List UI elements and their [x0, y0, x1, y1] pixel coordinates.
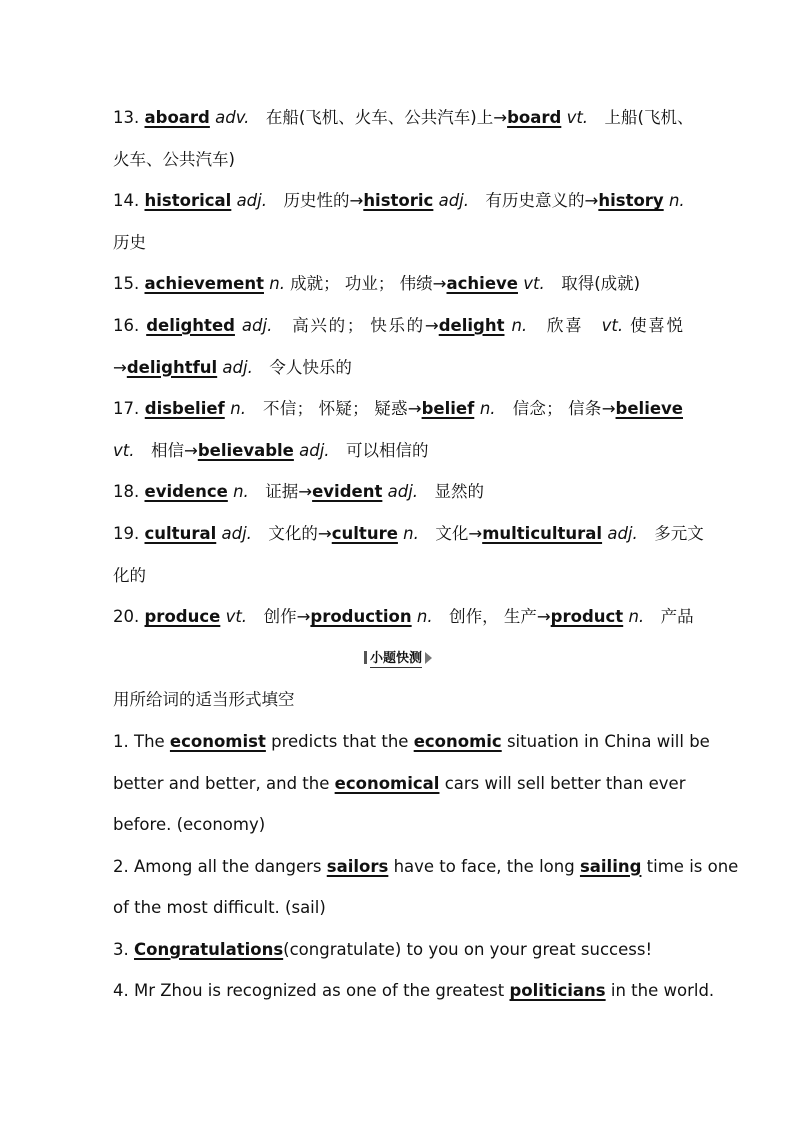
section-bar-icon	[364, 651, 367, 664]
text-segment: 1. The	[113, 731, 170, 751]
vocab-entry	[113, 263, 683, 305]
answer-word: achieve	[446, 274, 518, 294]
part-of-speech: adj.	[607, 523, 638, 543]
vocab-entry	[113, 97, 694, 180]
answer-word: produce	[144, 607, 221, 627]
part-of-speech: adj.	[222, 357, 253, 377]
answer-word: historic	[363, 191, 434, 211]
text-segment: 相信→	[134, 440, 198, 460]
text-segment: 在船(飞机、火车、公共汽车)上→	[249, 108, 508, 127]
vocab-entry	[113, 513, 704, 596]
text-segment: 18.	[113, 482, 145, 502]
answer-word: sailors	[326, 856, 389, 876]
answer-word: sailing	[579, 856, 642, 876]
vocab-entry-line	[113, 263, 683, 305]
part-of-speech: vt.	[523, 274, 545, 294]
text-segment: 20.	[113, 607, 145, 627]
text-segment: 创作， 生产→	[432, 607, 551, 627]
part-of-speech: n.	[230, 399, 246, 419]
part-of-speech: adj.	[438, 191, 470, 211]
answer-word: board	[507, 108, 562, 127]
text-segment: 可以相信的	[329, 440, 429, 460]
exercise-item	[113, 846, 739, 929]
text-segment: 历史	[113, 232, 146, 252]
vocab-entry	[113, 388, 683, 471]
text-segment: 产品	[644, 607, 694, 627]
text-segment: 显然的	[418, 482, 485, 502]
text-segment: have to face, the long	[388, 856, 580, 876]
text-segment: 成就； 功业； 伟绩→	[284, 274, 447, 294]
answer-word: product	[550, 607, 624, 627]
text-segment: 多元文	[637, 523, 704, 543]
part-of-speech: adj.	[241, 315, 273, 335]
part-of-speech: n.	[511, 315, 528, 335]
vocab-entry	[113, 471, 683, 513]
vocab-entry	[113, 305, 683, 388]
part-of-speech: vt.	[113, 440, 135, 460]
vocab-entry-line	[113, 430, 683, 472]
text-segment: 有历史意义的→	[469, 191, 599, 211]
text-segment: 上船(飞机、	[588, 108, 694, 127]
text-segment: 令人快乐的	[252, 357, 352, 377]
vocab-entry-line	[113, 513, 704, 555]
exercise-item-line	[113, 763, 686, 805]
exercise-item-line	[113, 887, 683, 929]
text-segment: 17.	[113, 399, 145, 419]
text-segment: 证据→	[248, 482, 313, 502]
vocab-entry-line	[113, 97, 694, 139]
exercise-item	[113, 721, 710, 846]
answer-word: cultural	[144, 523, 217, 543]
exercise-list	[113, 721, 739, 1012]
answer-word: evidence	[144, 482, 228, 502]
answer-word: delighted	[146, 315, 235, 335]
exercise-item	[113, 970, 715, 1012]
exercise-item	[113, 929, 683, 971]
answer-word: economic	[413, 731, 502, 751]
answer-word: historical	[144, 191, 232, 211]
answer-word: aboard	[144, 108, 210, 127]
answer-word: history	[598, 191, 664, 211]
exercise-item-line	[113, 970, 715, 1012]
answer-word: achievement	[144, 274, 264, 294]
text-segment: 火车、公共汽车)	[113, 149, 235, 169]
text-segment: 化的	[113, 565, 146, 585]
vocab-entry-line	[113, 596, 694, 638]
part-of-speech: adj.	[221, 523, 252, 543]
exercise-instruction: 用所给词的适当形式填空	[113, 690, 295, 710]
part-of-speech: n.	[479, 399, 496, 419]
text-segment: (congratulate) to you on your great success!	[283, 939, 653, 959]
text-segment: in the world.	[605, 981, 715, 1001]
text-segment: before. (economy)	[113, 815, 266, 835]
answer-word: disbelief	[144, 399, 225, 419]
vocab-entry	[113, 180, 683, 263]
text-segment: 19.	[113, 523, 145, 543]
exercise-item-line	[113, 846, 739, 888]
text-segment: situation in China will be	[501, 731, 710, 751]
play-triangle-icon	[425, 652, 432, 664]
answer-word: believable	[197, 440, 294, 460]
answer-word: economical	[334, 773, 440, 793]
vocab-entry-line	[113, 222, 683, 264]
text-segment: cars will sell better than ever	[439, 773, 686, 793]
answer-word: Congratulations	[134, 939, 284, 959]
answer-word: belief	[421, 399, 475, 419]
text-segment: 3.	[113, 939, 134, 959]
text-segment	[235, 316, 242, 335]
answer-word: believe	[615, 399, 683, 419]
part-of-speech: vt.	[225, 607, 248, 627]
vocab-entry	[113, 596, 694, 638]
answer-word: multicultural	[482, 523, 603, 543]
text-segment: 欣喜	[527, 315, 602, 335]
answer-word: economist	[169, 731, 266, 751]
answer-word: culture	[331, 523, 398, 543]
text-segment: 高兴的； 快乐的→	[272, 315, 439, 335]
text-segment: →	[113, 357, 127, 377]
part-of-speech: vt.	[601, 315, 624, 335]
section-label: 小题快测	[369, 650, 422, 666]
text-segment: 信念； 信条→	[495, 399, 616, 419]
answer-word: evident	[312, 482, 383, 502]
text-segment: 文化的→	[251, 523, 332, 543]
part-of-speech: n.	[668, 191, 685, 211]
exercise-item-line	[113, 721, 710, 763]
exercise-item-line	[113, 804, 683, 846]
text-segment: 不信； 怀疑； 疑惑→	[245, 399, 422, 419]
answer-word: delightful	[126, 357, 218, 377]
vocab-entry-line	[113, 139, 683, 181]
text-segment: predicts that the	[265, 731, 414, 751]
text-segment: better and better, and the	[113, 773, 335, 793]
section-tag	[113, 638, 683, 680]
text-segment: 取得(成就)	[544, 274, 641, 294]
part-of-speech: adj.	[387, 482, 419, 502]
text-segment: 15.	[113, 274, 145, 294]
text-segment: of the most difficult. (sail)	[113, 898, 326, 918]
vocab-entry-line	[113, 305, 683, 347]
text-segment: 文化→	[418, 523, 483, 543]
answer-word: politicians	[509, 981, 606, 1001]
part-of-speech: vt.	[566, 108, 589, 127]
vocab-entry-line	[113, 471, 683, 513]
part-of-speech: n.	[416, 607, 433, 627]
text-segment: 16.	[113, 315, 147, 335]
vocab-entry-line	[113, 388, 683, 430]
text-segment: time is one	[641, 856, 739, 876]
text-segment: 2. Among all the dangers	[113, 856, 327, 876]
part-of-speech: n.	[269, 274, 285, 294]
vocab-entry-line	[113, 555, 683, 597]
text-segment: 4. Mr Zhou is recognized as one of the greatest	[113, 981, 510, 1001]
answer-word: production	[310, 607, 412, 627]
vocab-entry-line	[113, 347, 683, 389]
part-of-speech: adj.	[236, 191, 267, 211]
text-segment: 历史性的→	[266, 191, 364, 211]
text-segment: 创作→	[247, 607, 311, 627]
text-segment: 14.	[113, 191, 145, 211]
text-segment: 13.	[113, 108, 145, 127]
part-of-speech: adv.	[215, 108, 250, 127]
answer-word: delight	[438, 315, 505, 335]
part-of-speech: n.	[403, 523, 419, 543]
part-of-speech: n.	[628, 607, 645, 627]
vocab-entry-line	[113, 180, 683, 222]
part-of-speech: n.	[233, 482, 249, 502]
vocabulary-list	[113, 97, 704, 638]
exercise-item-line	[113, 929, 683, 971]
text-segment: 使喜悦	[623, 315, 683, 335]
part-of-speech: adj.	[299, 440, 330, 460]
document-page	[113, 97, 739, 1012]
